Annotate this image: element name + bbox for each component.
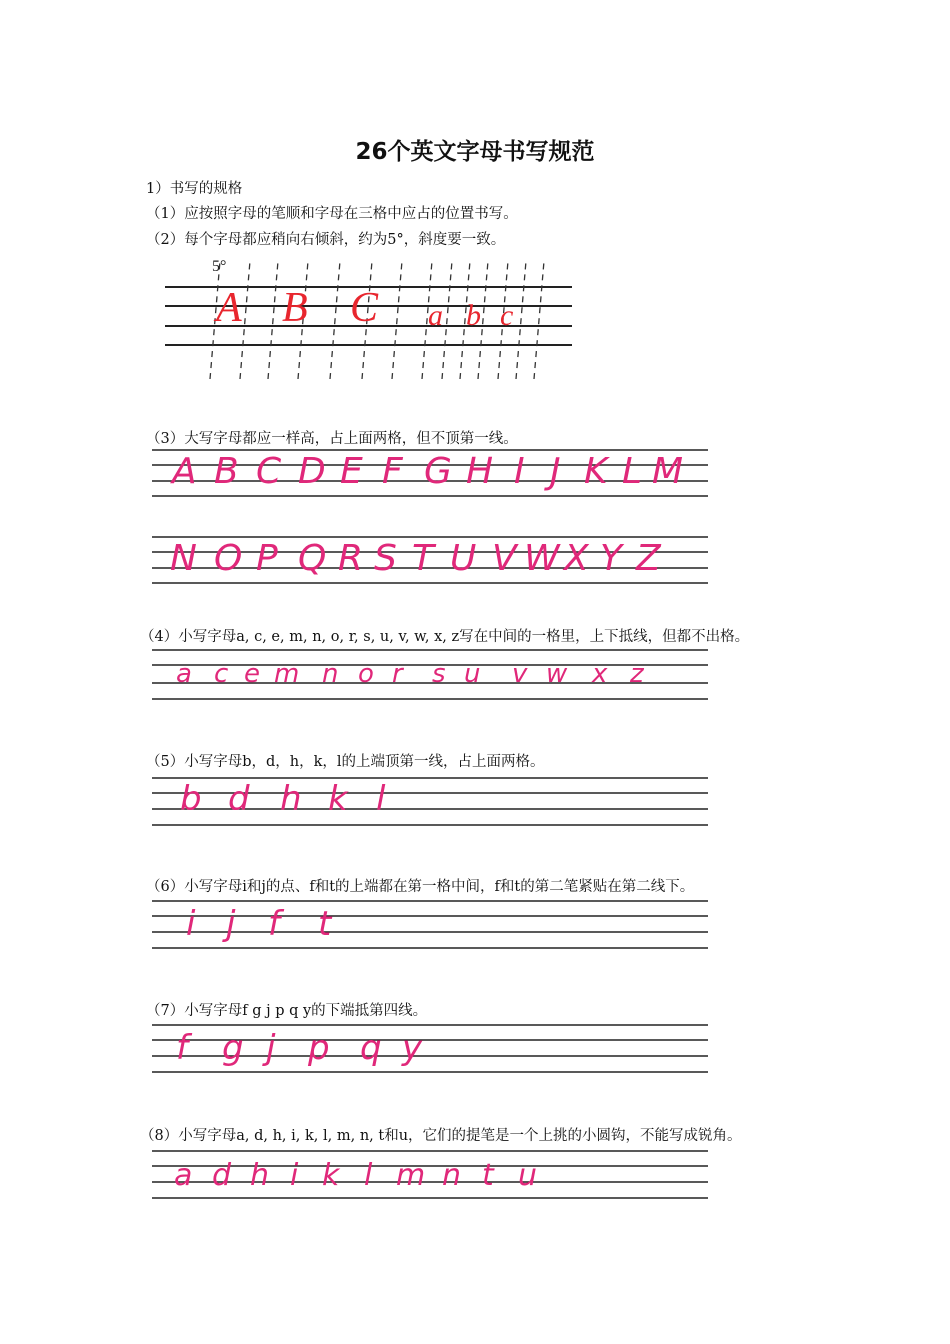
- slant-guide: [268, 261, 278, 379]
- letter: u: [464, 659, 481, 689]
- letter: k: [328, 779, 348, 819]
- letter: x: [592, 659, 608, 689]
- letter: R: [338, 538, 364, 579]
- letter: y: [402, 1028, 423, 1068]
- page-title: 26个英文字母书写规范: [355, 139, 595, 165]
- writing-staff: [152, 447, 712, 499]
- demo-letter: a: [428, 299, 443, 332]
- letter: g: [222, 1028, 244, 1068]
- letter: l: [376, 779, 386, 819]
- angle-label: 5°: [212, 258, 227, 275]
- letter: G: [424, 451, 452, 492]
- letter: v: [512, 659, 528, 689]
- letter: m: [274, 659, 300, 689]
- letter: s: [432, 659, 446, 689]
- letter: j: [266, 1028, 276, 1068]
- slant-demo-diagram: [160, 255, 580, 385]
- letter: a: [174, 1158, 193, 1193]
- letter: k: [322, 1158, 340, 1193]
- writing-staff: [152, 534, 712, 586]
- letter: Y: [600, 538, 622, 579]
- letter: w: [546, 659, 568, 689]
- letter: A: [172, 451, 197, 492]
- rule-5: （5）小写字母b，d，h，k，l的上端顶第一线，占上面两格。: [146, 754, 545, 770]
- demo-letter: B: [282, 285, 308, 331]
- rule-7: （7）小写字母f g j p q y的下端抵第四线。: [146, 1003, 428, 1019]
- letter: N: [170, 538, 197, 579]
- letter: P: [256, 538, 278, 579]
- rule-2: （2）每个字母都应稍向右倾斜，约为5°，斜度要一致。: [146, 232, 506, 248]
- letter: a: [176, 659, 192, 689]
- writing-staff: [152, 1148, 712, 1204]
- letter: c: [214, 659, 229, 689]
- letter: d: [212, 1158, 232, 1193]
- letter: i: [290, 1158, 299, 1193]
- letter: V: [492, 538, 517, 579]
- letter: X: [564, 538, 589, 579]
- slant-guide: [534, 261, 544, 379]
- letter: b: [180, 779, 202, 819]
- letter: S: [374, 538, 397, 579]
- writing-staff: [152, 775, 712, 831]
- letter: O: [214, 538, 243, 579]
- letter: t: [482, 1158, 494, 1193]
- demo-letter: c: [500, 299, 514, 332]
- section-heading: 1）书写的规格: [146, 181, 243, 197]
- letter: f: [176, 1028, 188, 1068]
- letter: H: [466, 451, 494, 492]
- letter: Q: [298, 538, 327, 579]
- letter: d: [228, 779, 250, 819]
- letter: I: [514, 451, 525, 492]
- demo-letter: b: [466, 299, 481, 332]
- letter: T: [412, 538, 434, 579]
- letter: D: [298, 451, 326, 492]
- writing-staff: [152, 647, 712, 703]
- writing-staff: [152, 898, 712, 954]
- letter: M: [652, 451, 684, 492]
- letter: n: [442, 1158, 462, 1193]
- letter: z: [630, 659, 644, 689]
- letter: j: [226, 904, 236, 944]
- letter: f: [268, 904, 280, 944]
- letter: l: [364, 1158, 373, 1193]
- slant-guide: [330, 261, 340, 379]
- letter: u: [518, 1158, 538, 1193]
- rule-1: （1）应按照字母的笔顺和字母在三格中应占的位置书写。: [146, 206, 518, 222]
- letter: r: [392, 659, 403, 689]
- letter: F: [382, 451, 403, 492]
- demo-letter: C: [350, 285, 379, 331]
- letter: K: [584, 451, 608, 492]
- letter: B: [214, 451, 239, 492]
- rule-6: （6）小写字母i和j的点、f和t的上端都在第一格中间，f和t的第二笔紧贴在第二线下。: [146, 879, 695, 895]
- slant-guide: [442, 261, 452, 379]
- slant-guide: [516, 261, 526, 379]
- rule-3: （3）大写字母都应一样高，占上面两格，但不顶第一线。: [146, 431, 518, 447]
- letter: i: [186, 904, 196, 944]
- letter: t: [318, 904, 332, 944]
- letter: U: [450, 538, 477, 579]
- letter: o: [358, 659, 374, 689]
- letter: W: [524, 538, 560, 579]
- letter: E: [340, 451, 363, 492]
- letter: Z: [636, 538, 661, 579]
- letter: C: [256, 451, 282, 492]
- letter: e: [244, 659, 260, 689]
- letter: h: [250, 1158, 270, 1193]
- rule-8: （8）小写字母a, d, h, i, k, l, m, n, t和u，它们的提笔是一个上挑的小圆钩，不能写成锐角。: [140, 1128, 742, 1144]
- letter: L: [622, 451, 643, 492]
- slant-guide: [392, 261, 402, 379]
- letter: J: [550, 451, 561, 492]
- demo-letter: A: [216, 285, 242, 331]
- letter: n: [322, 659, 339, 689]
- writing-staff: [152, 1022, 712, 1078]
- rule-4: （4）小写字母a, c, e, m, n, o, r, s, u, v, w, x, z写在中间的一格里，上下抵线，但都不出格。: [140, 629, 750, 645]
- letter: m: [396, 1158, 426, 1193]
- letter: h: [280, 779, 302, 819]
- letter: q: [360, 1028, 382, 1068]
- letter: p: [308, 1028, 330, 1068]
